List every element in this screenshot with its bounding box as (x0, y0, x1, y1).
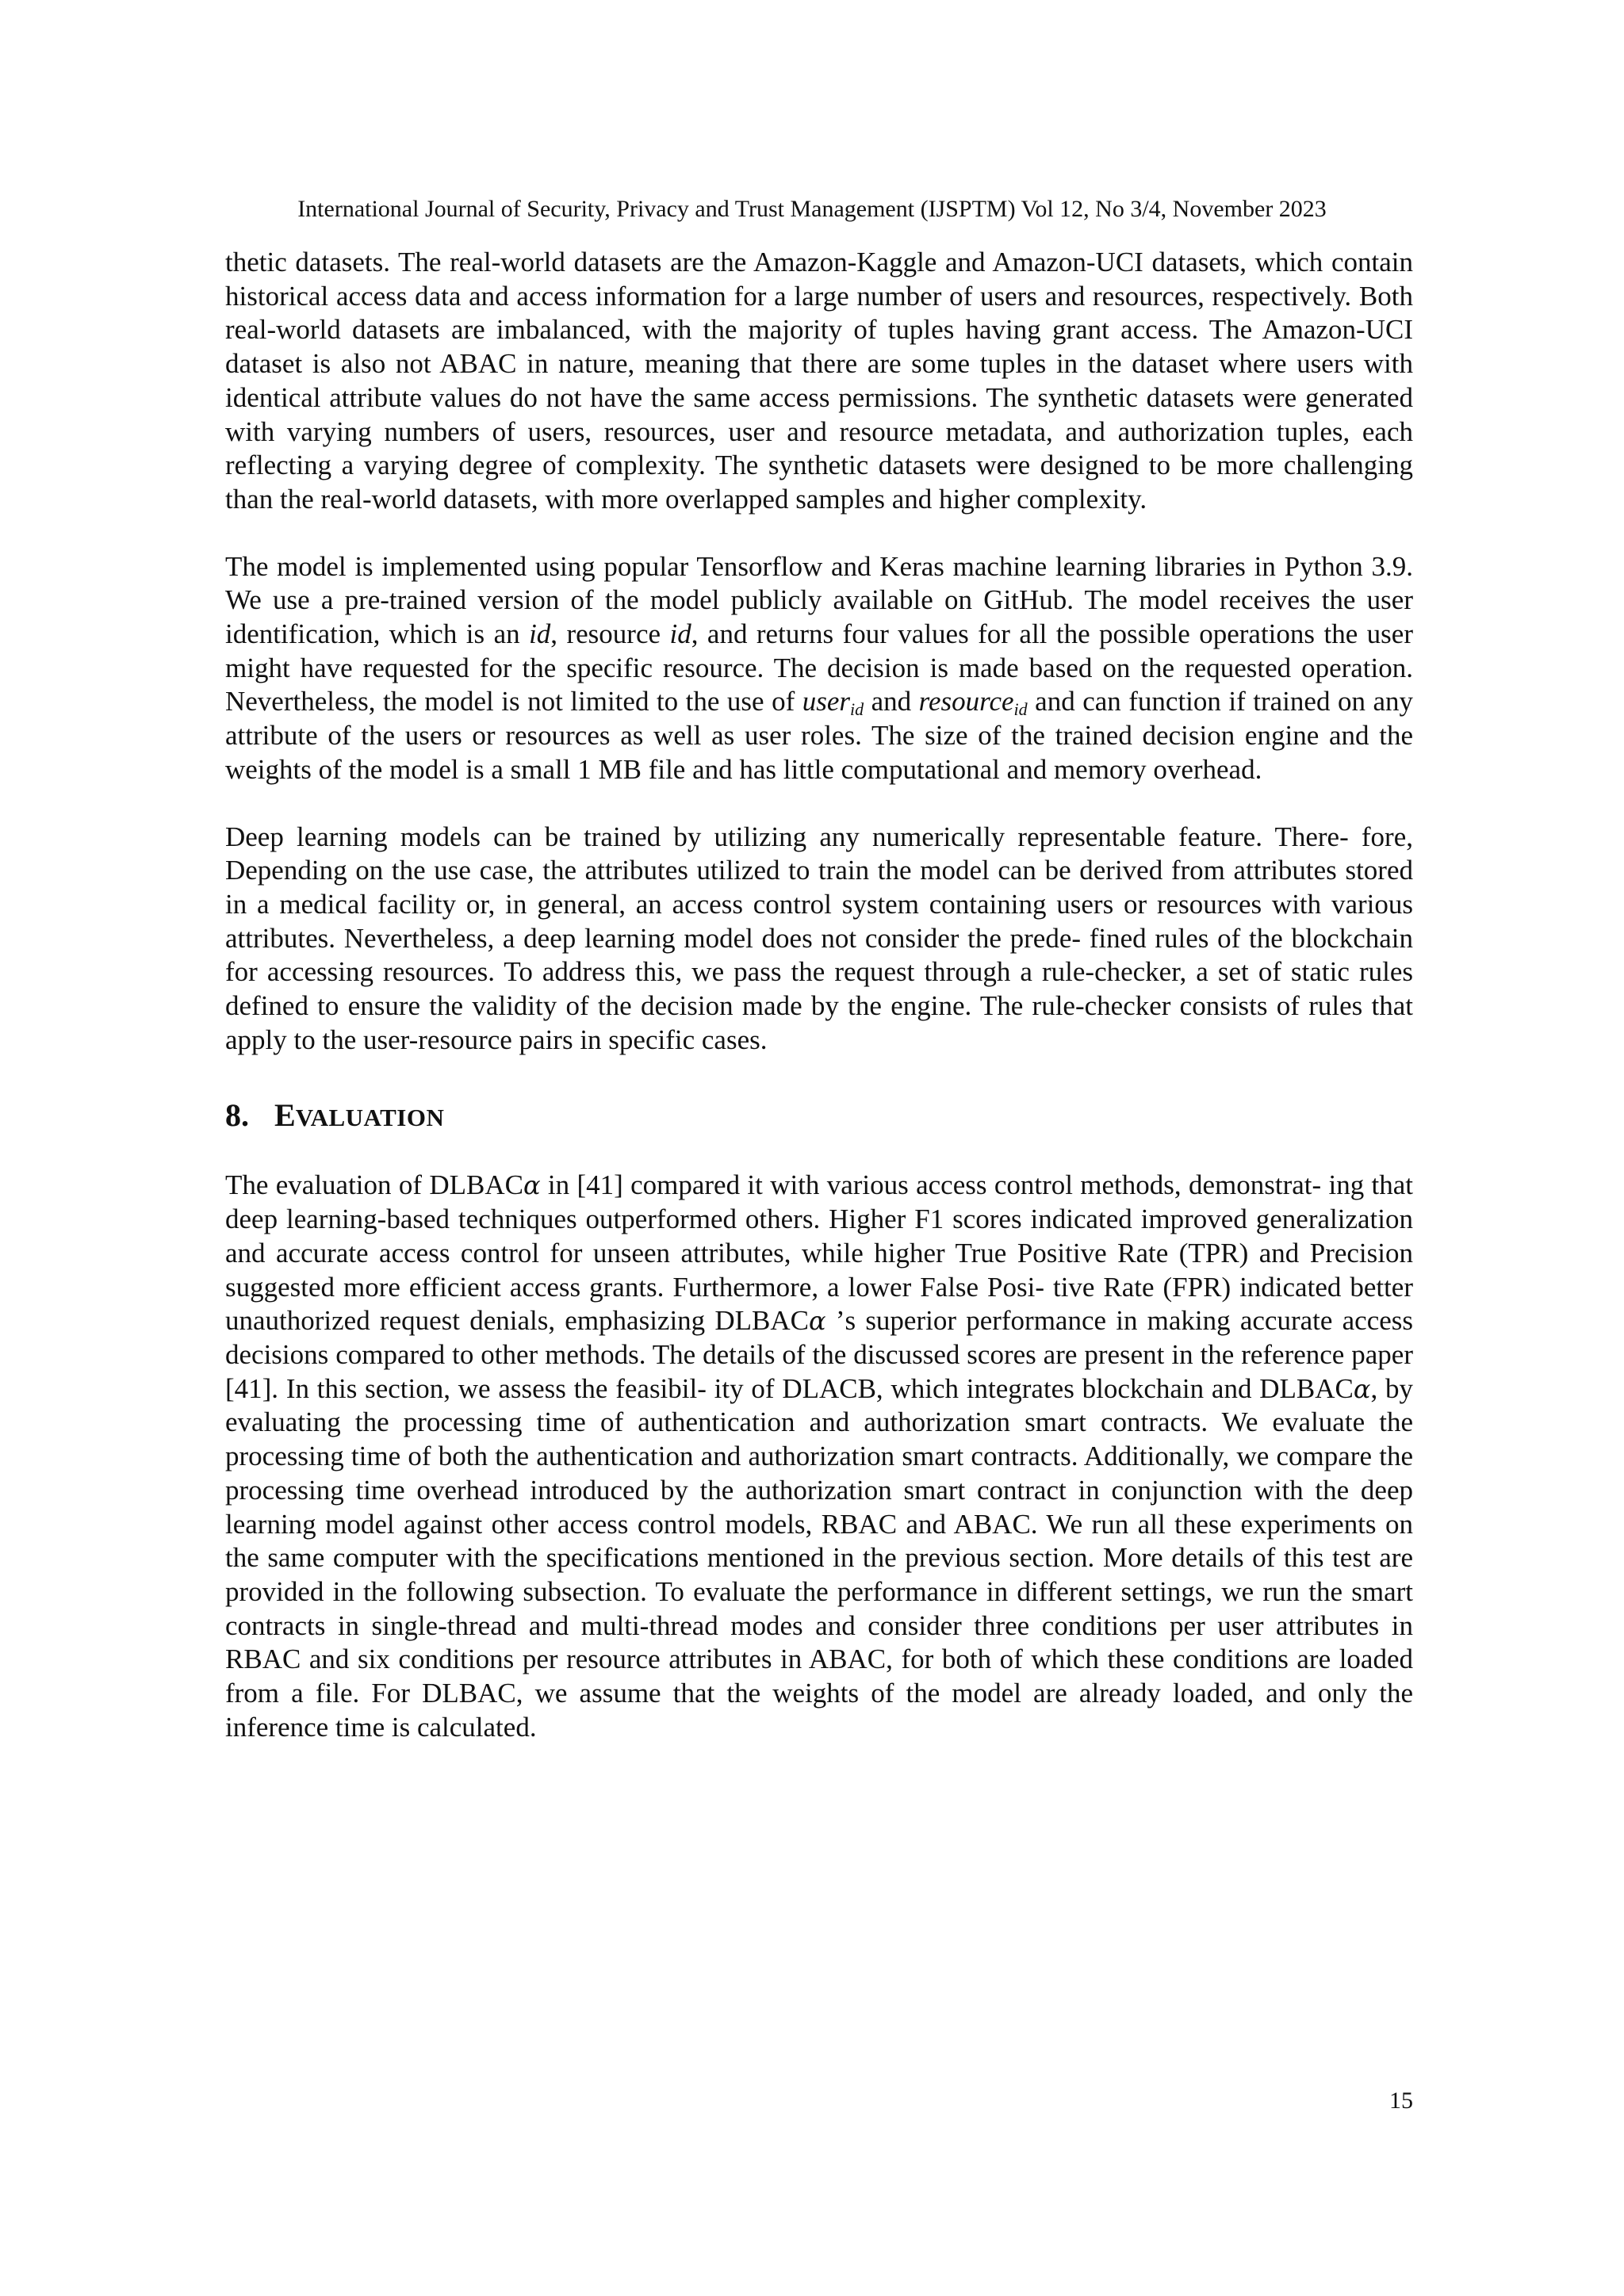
journal-header: International Journal of Security, Privacy and Trust Management (IJSPTM) Vol 12, No 3/4, November 2023 (297, 196, 1327, 222)
text-run: , by evaluating the processing time of authentication and authorization smart contracts. We evaluate the processing time of both the authentication and authorization smart contracts. Additionally, we compare the processing time overhead introduced by the authorization smart contract in conjunction with the deep learning model against other access control models, RBAC and ABAC. We run all these experiments on the same computer with the specifications mentioned in the previous section. More details of this test are provided in the following subsection. To evaluate the performance in different settings, we run the smart contracts in single-thread and multi-thread modes and consider three conditions per user attributes in RBAC and six conditions per resource attributes in ABAC, for both of which these conditions are loaded from a file. For DLBAC, we assume that the weights of the model are already loaded, and only the inference time is calculated. (225, 1372, 1413, 1743)
text-run: , resource (550, 618, 670, 650)
alpha-symbol: α (809, 1306, 826, 1337)
text-run: in [41] compared it with various access control methods, demonstrat- ing that deep learning-based techniques outperformed others. Higher F1 scores indicated improved generalization and accurate access control for unseen attributes, while higher True Positive Rate (TPR) and Precision suggested more efficient access grants. Furthermore, a lower False Posi- tive Rate (FPR) indicated better unauthorized request denials, emphasizing DLBAC (225, 1169, 1414, 1337)
text-run: The model is implemented using popular Tensorflow and Keras machine learning libraries in Python 3.9. We use a pre-trained version of the model publicly available on GitHub. The model receives the user identification, which is an (225, 550, 1413, 650)
section-title: EVALUATION (274, 1097, 445, 1134)
paragraph-model-implementation (225, 550, 1413, 787)
text-run: ’s superior performance in making accurate access decisions compared to other methods. The details of the discussed scores are present in the reference paper [41]. In this section, we assess the feasibil- ity of DLACB, which integrates blockchain and DLBAC (225, 1305, 1414, 1404)
section-heading-evaluation (225, 1096, 1413, 1137)
italic-resource-id: resource$_{id}$ (918, 686, 1028, 720)
paragraph-datasets: thetic datasets. The real-world datasets are the Amazon-Kaggle and Amazon-UCI datasets, which contain historical access data and access information for a large number of users and resources, respectively. Both real-world datasets are imbalanced, with the majority of tuples having grant access. The Amazon-UCI dataset is also not ABAC in nature, meaning that there are some tuples in the dataset where users with identical attribute values do not have the same access permissions. The synthetic datasets were generated with varying numbers of users, resources, user and resource metadata, and authorization tuples, each reflecting a varying degree of complexity. The synthetic datasets were designed to be more challenging than the real-world datasets, with more overlapped samples and higher complexity. (225, 247, 1413, 515)
page-number: 15 (1389, 2087, 1413, 2114)
text-run: and (864, 686, 919, 718)
text-run: The evaluation of DLBAC (225, 1169, 523, 1201)
text-run: , and returns four values for all the possible operations the user might have requested for the specific resource. The decision is made based on the requested operation. Nevertheless, the model is not limited to the use of (225, 618, 1413, 718)
alpha-symbol: α (1353, 1373, 1371, 1404)
paragraph-evaluation (225, 1169, 1413, 1744)
alpha-symbol: α (523, 1170, 541, 1201)
italic-id: id (669, 618, 691, 650)
page-body (225, 246, 1413, 1744)
italic-user-id: user$_{id}$ (802, 686, 864, 720)
paragraph-rule-checker: Deep learning models can be trained by utilizing any numerically representable feature. There- fore, Depending on the use case, the attributes utilized to train the model can be derived from attributes stored in a medical facility or, in general, an access control system containing users or resources with various attributes. Nevertheless, a deep learning model does not consider the prede- fined rules of the blockchain for accessing resources. To address this, we pass the request through a rule-checker, a set of static rules defined to ensure the validity of the decision made by the engine. The rule-checker consists of rules that apply to the user-resource pairs in specific cases. (225, 821, 1413, 1055)
text-run: and can function if trained on any attribute of the users or resources as well as user roles. The size of the trained decision engine and the weights of the model is a small 1 MB file and has little computational and memory overhead. (225, 686, 1413, 785)
section-number: 8. (225, 1097, 249, 1134)
italic-id: id (529, 618, 551, 650)
